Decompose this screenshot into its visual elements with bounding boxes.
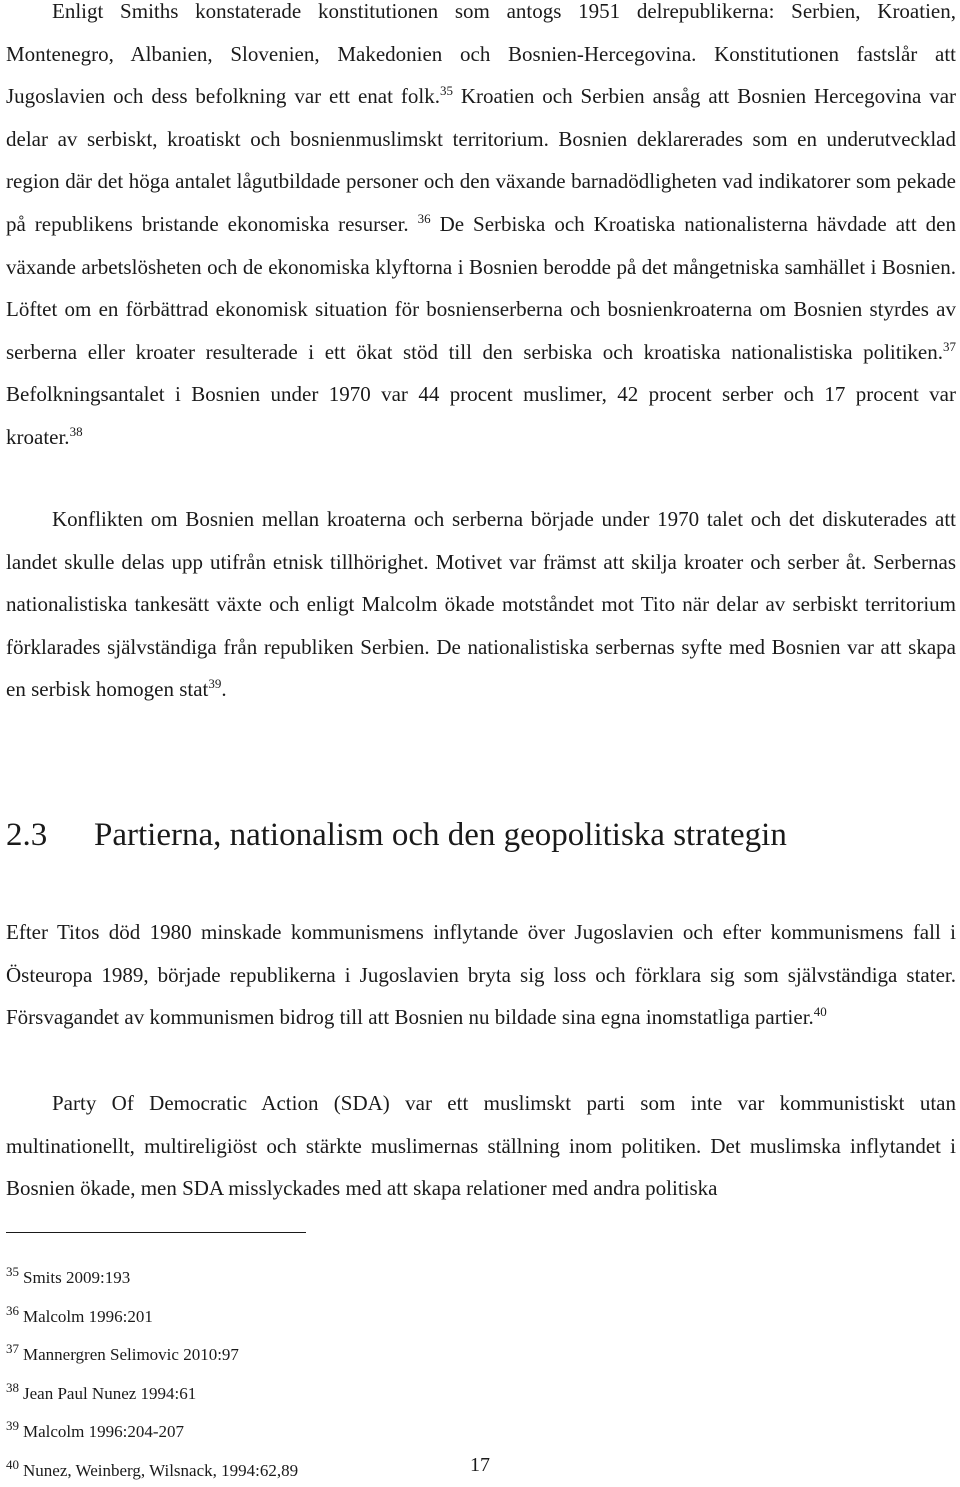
footnote-number: 37 — [6, 1341, 19, 1356]
footnote-item — [6, 1372, 298, 1411]
paragraph-sda-party — [6, 1082, 956, 1210]
page-number: 17 — [0, 1453, 960, 1477]
paragraph-smith-constitution — [6, 0, 956, 459]
footnote-item — [6, 1295, 298, 1334]
section-heading — [6, 810, 787, 860]
body-text: Konflikten om Bosnien mellan kroaterna och serberna började under 1970 talet och det diskuterades att landet skulle delas upp utifrån etnisk tillhörighet. Motivet var främst att skilja kroater och serber åt. Serbernas nationalistiska tankesätt växte och enligt Malcolm ökade motståndet mot Tito när delar av serbiskt territorium förklarades självständiga från republiken Serbien. De nationalistiska serbernas syfte med Bosnien var att skapa en serbisk homogen stat — [6, 507, 956, 701]
footnote-number: 39 — [6, 1418, 19, 1433]
body-text: De Serbiska och Kroatiska nationalisterna hävdade att den växande arbetslösheten och de ekonomiska klyftorna i Bosnien berodde på det mångetniska samhället i Bosnien. Löftet om en förbättrad ekonomisk situation för bosnienserberna och bosnienkroaterna om Bosnien styrdes av serberna eller kroater resulterade i ett ökat stöd till den serbiska och kroatiska nationalistiska politiken. — [6, 212, 956, 364]
footnote-text: Malcolm 1996:204-207 — [23, 1422, 184, 1441]
footnote-number: 38 — [6, 1380, 19, 1395]
footnote-ref: 36 — [418, 211, 431, 226]
footnote-text: Malcolm 1996:201 — [23, 1307, 153, 1326]
paragraph-after-tito — [6, 911, 956, 1039]
footnote-ref: 39 — [208, 676, 221, 691]
footnote-text: Smits 2009:193 — [23, 1268, 130, 1287]
paragraph-conflict-bosnia — [6, 498, 956, 711]
footnote-text: Jean Paul Nunez 1994:61 — [23, 1384, 196, 1403]
body-text: Kroatien och Serbien ansåg att Bosnien Hercegovina var delar av serbiskt, kroatiskt och bosnienmuslimskt territorium. Bosnien deklarerades som en underutvecklad region där det höga antalet lågutbildade personer och den växande barnadödligheten vad indikatorer som pekade på republikens bristande ekonomiska resurser. — [6, 84, 956, 236]
footnote-item — [6, 1333, 298, 1372]
body-text: . — [221, 677, 226, 701]
footnote-ref: 35 — [440, 83, 453, 98]
footnote-item — [6, 1410, 298, 1449]
footnote-number: 35 — [6, 1264, 19, 1279]
footnote-item — [6, 1256, 298, 1295]
footnote-separator — [6, 1232, 306, 1233]
footnote-text: Nunez, Weinberg, Wilsnack, 1994:62,89 — [23, 1461, 298, 1480]
footnote-number: 36 — [6, 1303, 19, 1318]
footnote-ref: 38 — [70, 424, 83, 439]
section-number: 2.3 — [6, 810, 94, 860]
footnote-ref: 37 — [943, 339, 956, 354]
footnote-number: 40 — [6, 1457, 19, 1472]
footnote-text: Mannergren Selimovic 2010:97 — [23, 1345, 239, 1364]
footnote-ref: 40 — [814, 1004, 827, 1019]
body-text: Efter Titos död 1980 minskade kommunismens inflytande över Jugoslavien och efter kommunismens fall i Östeuropa 1989, började republikerna i Jugoslavien bryta sig loss och förklara sig som självständiga stater. Försvagandet av kommunismen bidrog till att Bosnien nu bildade sina egna inomstatliga partier. — [6, 920, 956, 1029]
body-text: Enligt Smiths konstaterade konstitutionen som antogs 1951 delrepublikerna: Serbien, Kroatien, Montenegro, Albanien, Slovenien, Makedonien och Bosnien-Hercegovina. Konstitutionen fastslår att Jugoslavien och dess befolkning var ett enat folk. — [6, 0, 956, 108]
section-title: Partierna, nationalism och den geopolitiska strategin — [94, 817, 787, 853]
body-text: Befolkningsantalet i Bosnien under 1970 var 44 procent muslimer, 42 procent serber och 17 procent var kroater. — [6, 382, 956, 449]
body-text: Party Of Democratic Action (SDA) var ett muslimskt parti som inte var kommunistiskt utan multinationellt, multireligiöst och stärkte muslimernas ställning inom politiken. Det muslimska inflytandet i Bosnien ökade, men SDA misslyckades med att skapa relationer med andra politiska — [6, 1091, 956, 1200]
